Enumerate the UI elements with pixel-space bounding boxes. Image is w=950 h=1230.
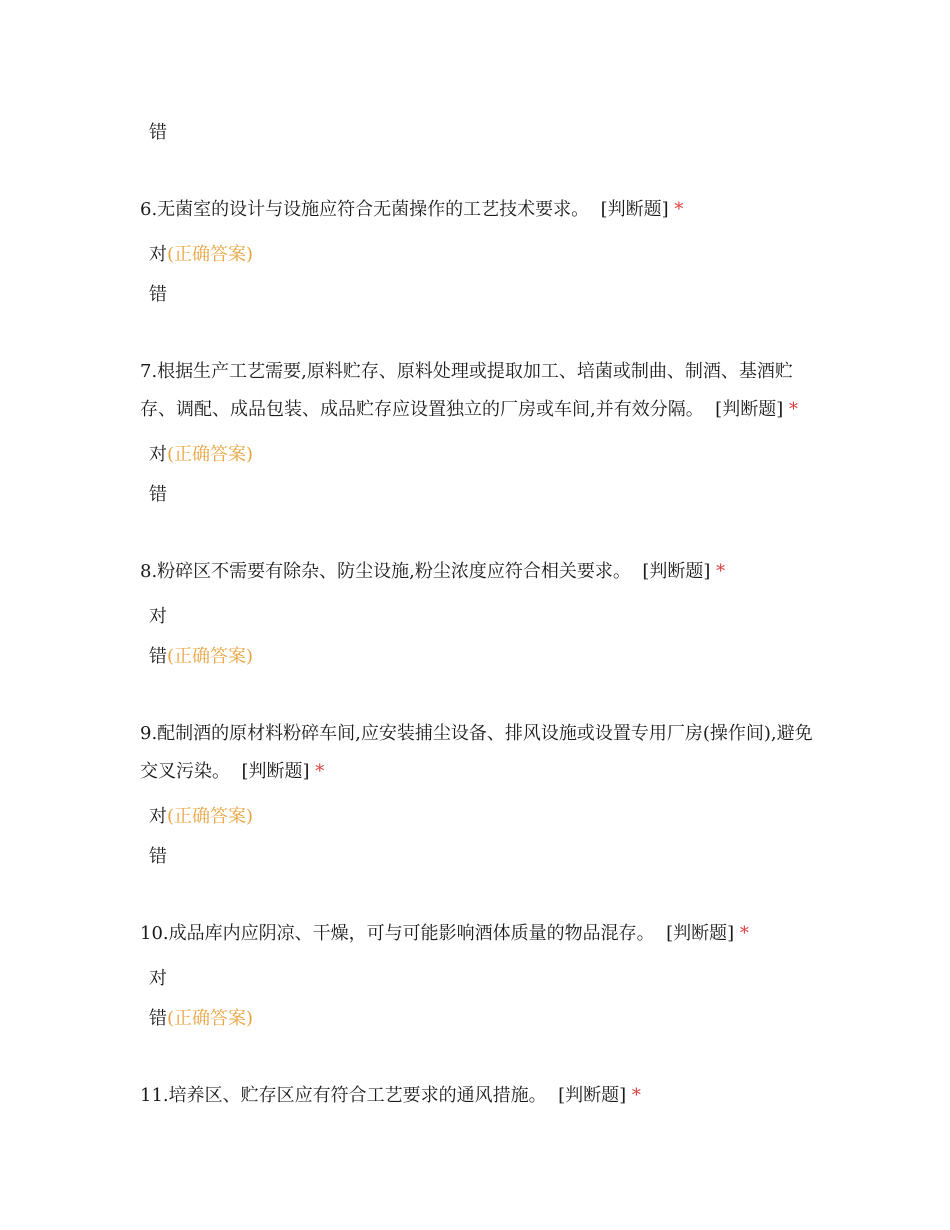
option-label: 对 [149,606,167,627]
question-6-option-false[interactable] [149,283,167,307]
question-10 [140,915,820,953]
question-text: 11.培养区、贮存区应有符合工艺要求的通风措施。 [140,1085,547,1106]
correct-answer-label: (正确答案) [167,444,254,465]
question-6 [140,191,820,229]
question-7-option-false[interactable] [149,483,167,507]
question-type-tag: [判断题] [241,761,310,782]
question-6-option-true[interactable] [149,243,253,267]
required-mark: * [788,399,798,420]
question-8 [140,553,820,591]
option-label: 错 [149,284,167,305]
required-mark: * [716,561,726,582]
option-label: 错 [149,122,167,143]
question-text: 7.根据生产工艺需要,原料贮存、原料处理或提取加工、培菌或制曲、制酒、基酒贮存、调配、成品包装、成品贮存应设置独立的厂房或车间,并有效分隔。 [140,361,793,420]
question-type-tag: [判断题] [558,1085,627,1106]
question-8-option-false[interactable] [149,645,253,669]
correct-answer-label: (正确答案) [167,646,254,667]
option-label: 错 [149,1008,167,1029]
correct-answer-label: (正确答案) [167,806,254,827]
required-mark: * [315,761,325,782]
option-label: 对 [149,968,167,989]
required-mark: * [631,1085,641,1106]
option-label: 对 [149,244,167,265]
option-label: 对 [149,806,167,827]
question-8-option-true[interactable] [149,605,167,629]
question-10-option-true[interactable] [149,967,167,991]
question-9-option-true[interactable] [149,805,253,829]
question-type-tag: [判断题] [600,199,669,220]
required-mark: * [739,923,749,944]
question-7-option-true[interactable] [149,443,253,467]
option-label: 对 [149,444,167,465]
question-type-tag: [判断题] [715,399,784,420]
option-wrong-fragment[interactable] [149,121,167,145]
question-text: 10.成品库内应阴凉、干燥，可与可能影响酒体质量的物品混存。 [140,923,655,944]
option-label: 错 [149,846,167,867]
option-label: 错 [149,484,167,505]
question-7 [140,353,820,429]
option-label: 错 [149,646,167,667]
question-text: 8.粉碎区不需要有除杂、防尘设施,粉尘浓度应符合相关要求。 [140,561,631,582]
question-type-tag: [判断题] [642,561,711,582]
question-9 [140,715,820,791]
required-mark: * [674,199,684,220]
correct-answer-label: (正确答案) [167,244,254,265]
question-10-option-false[interactable] [149,1007,253,1031]
question-text: 6.无菌室的设计与设施应符合无菌操作的工艺技术要求。 [140,199,590,220]
question-11 [140,1077,820,1115]
question-9-option-false[interactable] [149,845,167,869]
question-text: 9.配制酒的原材料粉碎车间,应安装捕尘设备、排风设施或设置专用厂房(操作间),避免交叉污染。 [140,723,813,782]
correct-answer-label: (正确答案) [167,1008,254,1029]
question-type-tag: [判断题] [666,923,735,944]
